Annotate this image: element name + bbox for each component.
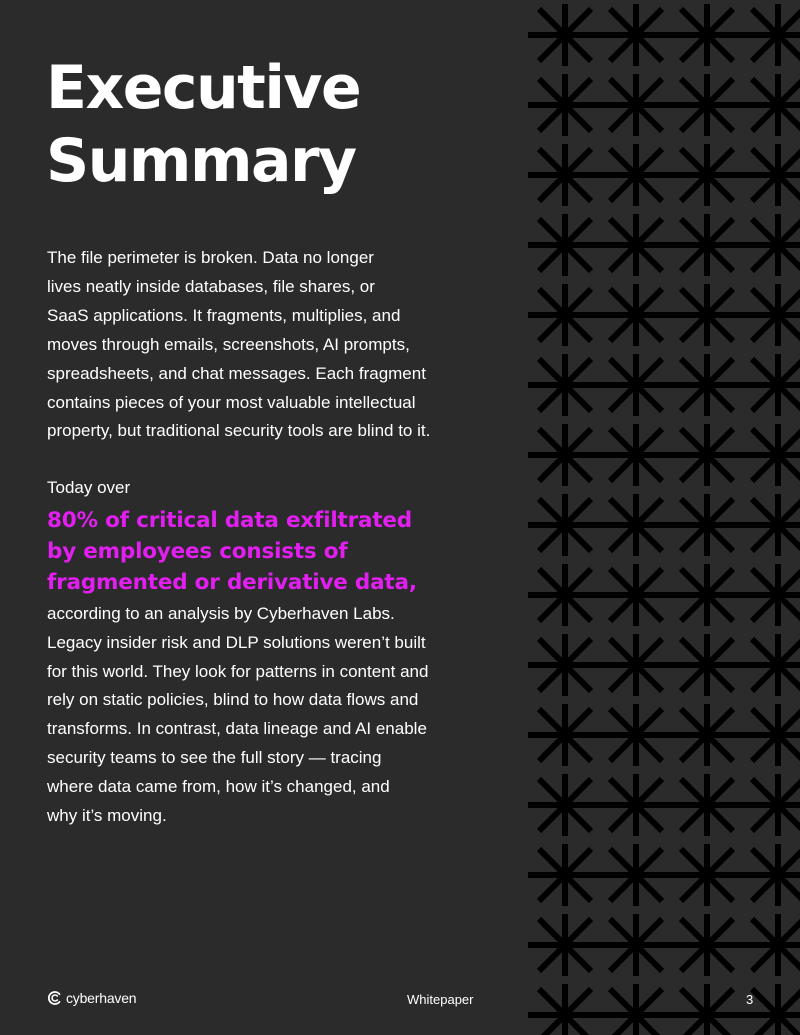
asterisk-shape [596,844,676,906]
asterisk-shape [738,704,800,766]
asterisk-shape [528,354,605,416]
asterisk-shape [667,354,747,416]
page-title [46,52,360,198]
asterisk-shape [528,704,605,766]
asterisk-shape [528,984,605,1035]
intro-line: The file perimeter is broken. Data no longer [47,248,374,267]
asterisk-shape [528,914,605,976]
asterisk-shape [596,634,676,696]
asterisk-shape [667,4,747,66]
asterisk-shape [528,214,605,276]
highlight-line: by employees consists of [47,539,348,564]
asterisk-shape [596,144,676,206]
asterisk-shape [667,284,747,346]
asterisk-shape [528,564,605,626]
asterisk-shape [596,74,676,136]
body-line: Legacy insider risk and DLP solutions weren’t built [47,632,426,652]
intro-line: SaaS applications. It fragments, multiplies, and [47,305,401,325]
asterisk-shape [738,214,800,276]
intro-line: contains pieces of your most valuable intellectual [47,392,416,412]
highlight-line: 80% of critical data exfiltrated [47,508,412,533]
asterisk-shape [528,74,605,136]
asterisk-shape [667,424,747,486]
body-line: why it’s moving. [47,805,167,825]
asterisk-shape [738,634,800,696]
asterisk-shape [528,844,605,906]
asterisk-shape [596,424,676,486]
intro-line: lives neatly inside databases, file shares, or [47,276,375,296]
asterisk-shape [667,774,747,836]
body-line: rely on static policies, blind to how data flows and [47,690,419,710]
asterisk-shape [596,564,676,626]
asterisk-shape [596,704,676,766]
asterisk-shape [596,774,676,836]
highlight-line: fragmented or derivative data, [47,570,417,595]
asterisk-shape [667,984,747,1035]
asterisk-shape [596,984,676,1035]
asterisk-shape [528,424,605,486]
asterisk-shape [738,844,800,906]
asterisk-shape [738,4,800,66]
cyberhaven-logo-icon [47,990,63,1006]
asterisk-shape [738,774,800,836]
intro-line: spreadsheets, and chat messages. Each fragment [47,363,426,383]
logo-wordmark: cyberhaven [66,990,137,1006]
asterisk-shape [528,144,605,206]
asterisk-shape [738,144,800,206]
asterisk-shape [667,564,747,626]
asterisk-shape [596,494,676,556]
asterisk-shape [667,74,747,136]
body-line: transforms. In contrast, data lineage and AI enable [47,719,427,739]
page-number: 3 [746,992,754,1007]
highlight-statistic [47,505,417,598]
body-line: according to an analysis by Cyberhaven Labs. [47,604,395,623]
asterisk-shape [528,494,605,556]
title-line-2: Summary [46,126,356,196]
intro-paragraph [47,244,487,446]
title-line-1: Executive [46,53,361,123]
footer-logo [47,990,136,1006]
asterisk-shape [738,424,800,486]
asterisk-shape [738,354,800,416]
asterisk-shape [667,144,747,206]
body-paragraph [47,600,428,830]
asterisk-shape [596,284,676,346]
asterisk-shape [528,4,605,66]
asterisk-shape [738,494,800,556]
asterisk-shape [738,914,800,976]
asterisk-shape [667,214,747,276]
asterisk-shape [738,284,800,346]
asterisk-shape [667,844,747,906]
asterisk-shape [667,704,747,766]
intro-line: property, but traditional security tools are blind to it. [47,421,431,441]
body-line: where data came from, how it’s changed, and [47,776,390,796]
intro-line: moves through emails, screenshots, AI prompts, [47,334,410,354]
asterisk-pattern-panel [528,0,800,1035]
asterisk-shape [596,914,676,976]
asterisk-shape [596,4,676,66]
asterisk-shape [667,914,747,976]
body-line: security teams to see the full story — tracing [47,747,382,767]
asterisk-shape [667,494,747,556]
asterisk-shape [528,634,605,696]
asterisk-shape [596,354,676,416]
asterisk-shape [738,74,800,136]
asterisk-shape [596,214,676,276]
lead-in-text: Today over [47,478,131,497]
asterisk-shape [528,284,605,346]
footer-doc-type: Whitepaper [407,992,474,1007]
asterisk-shape [738,564,800,626]
asterisk-shape [528,774,605,836]
body-line: for this world. They look for patterns in content and [47,661,429,681]
asterisk-shape [667,634,747,696]
